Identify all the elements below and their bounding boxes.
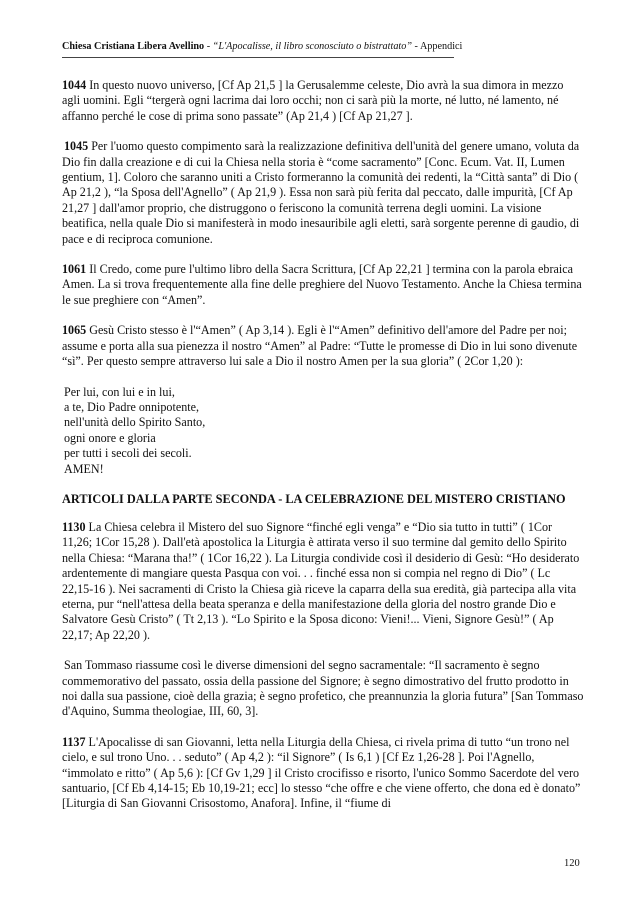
paragraph-text: La Chiesa celebra il Mistero del suo Signore “finché egli venga” e “Dio sia tutto in tutti” ( 1Cor 11,26; 1Cor 15,28 ). Dall'età apostolica la Liturgia è attirata verso il suo termine dal gemito dello Spirito nella Chiesa: “Marana tha!” ( 1Cor 16,22 ). La Liturgia condivide così il desiderio di Gesù: “Ho desiderato ardentemente di mangiare questa Pasqua con voi. . . finché essa non si compia nel regno di Dio” ( Lc 22,15-16 ). Nei sacramenti di Cristo la Chiesa già riceve la caparra della sua eredità, già partecipa alla vita eterna, pur “nell'attesa della beata speranza e della manifestazione della gloria del nostro grande Dio e Salvatore Gesù Cristo” ( Tt 2,13 ). “Lo Spirito e la Sposa dicono: Vieni!... Vieni, Signore Gesù!” ( Ap 22,17; Ap 22,20 ). bbox=[62, 519, 580, 642]
paragraph-number: 1137 bbox=[62, 734, 86, 749]
paragraph-number: 1044 bbox=[62, 78, 87, 92]
header-rule bbox=[62, 57, 454, 58]
page-number: 120 bbox=[564, 858, 580, 869]
paragraph-text: Per l'uomo questo compimento sarà la realizzazione definitiva dell'unità del genere umano, voluta da Dio fin dalla creazione e di cui la Chiesa nella storia è “come sacramento” [Conc. Ecum. Vat. II, Lumen gentium, 1]. Coloro che saranno uniti a Cristo formeranno la comunità dei redenti, la “Città santa” di Dio ( Ap 21,2 ), “la Sposa dell'Agnello” ( Ap 21,9 ). Essa non sarà più ferita dal peccato, dalle impurità, [Cf Ap 21,27 ] dall'amor proprio, che distruggono o feriscono la comunità terrena degli uomini. La visione beatifica, nella quale Dio si manifesterà in modo inesauribile agli eletti, sarà sorgente perenne di gaudio, di pace e di reciproca comunione. bbox=[62, 139, 580, 246]
poem-line: per tutti i secoli dei secoli. bbox=[64, 446, 192, 461]
paragraph-1044 bbox=[62, 78, 584, 124]
paragraph-number: 1130 bbox=[62, 519, 86, 534]
page-body bbox=[62, 78, 584, 827]
header-org: Chiesa Cristiana Libera Avellino bbox=[62, 41, 205, 52]
paragraph-1130 bbox=[62, 520, 584, 643]
section-heading: ARTICOLI DALLA PARTE SECONDA - LA CELEBRAZIONE DEL MISTERO CRISTIANO bbox=[62, 491, 566, 506]
paragraph-1065 bbox=[62, 323, 584, 369]
doxology-poem bbox=[64, 385, 584, 477]
paragraph-1045 bbox=[62, 139, 584, 247]
paragraph-text: Il Credo, come pure l'ultimo libro della Sacra Scrittura, [Cf Ap 22,21 ] termina con la parola ebraica Amen. La si trova frequentemente alla fine delle preghiere del Nuovo Testamento. Anche la Chiesa termina le sue preghiere con “Amen”. bbox=[62, 262, 582, 307]
header-separator: - bbox=[204, 41, 213, 52]
poem-line: Per lui, con lui e in lui, bbox=[64, 384, 175, 399]
paragraph-number: 1045 bbox=[64, 139, 89, 154]
paragraph-text: L'Apocalisse di san Giovanni, letta nella Liturgia della Chiesa, ci rivela prima di tutto “un trono nel cielo, e sul trono Uno. . . seduto” ( Ap 4,2 ): “il Signore” ( Is 6,1 ) [Cf Ez 1,26-28 ]. Poi l'Agnello, “immolato e ritto” ( Ap 5,6 ): [Cf Gv 1,29 ] il Cristo crocifisso e risorto, l'unico Sommo Sacerdote del vero santuario, [Cf Eb 4,14-15; Eb 10,19-21; ecc] lo stesso “che offre e che viene offerto, che dona ed è donato” [Liturgia di San Giovanni Crisostomo, Anafora]. Infine, il “fiume di bbox=[62, 734, 581, 811]
paragraph-text: Gesù Cristo stesso è l'“Amen” ( Ap 3,14 ). Egli è l'“Amen” definitivo dell'amore del Padre per noi; assume e porta alla sua pienezza il nostro “Amen” al Padre: “Tutte le promesse di Dio in lui sono divenute “sì”. Per questo sempre attraverso lui sale a Dio il nostro Amen per la sua gloria” ( 2Cor 1,20 ): bbox=[62, 323, 578, 369]
poem-line: ogni onore e gloria bbox=[64, 430, 156, 445]
header-separator-2: - bbox=[412, 41, 420, 52]
header-section: Appendici bbox=[419, 41, 463, 52]
paragraph-text: In questo nuovo universo, [Cf Ap 21,5 ] la Gerusalemme celeste, Dio avrà la sua dimora in mezzo agli uomini. Egli “tergerà ogni lacrima dai loro occhi; non ci sarà più la morte, né lutto, né lamento, né affanno perché le cose di prima sono passate” (Ap 21,4 ) [Cf Ap 21,27 ]. bbox=[62, 78, 564, 123]
running-header bbox=[62, 40, 582, 53]
poem-line: a te, Dio Padre onnipotente, bbox=[64, 399, 200, 414]
poem-line: AMEN! bbox=[64, 461, 104, 476]
poem-line: nell'unità dello Spirito Santo, bbox=[64, 415, 206, 430]
paragraph-number: 1065 bbox=[62, 323, 87, 338]
paragraph-1061 bbox=[62, 262, 584, 308]
paragraph-text: San Tommaso riassume così le diverse dimensioni del segno sacramentale: “Il sacramento è segno commemorativo del passato, ossia della passione del Signore; è segno dimostrativo del frutto prodotto in noi dalla sua passione, cioè della grazia; è segno profetico, che preannunzia la gloria futura” [San Tommaso d'Aquino, Summa theologiae, III, 60, 3]. bbox=[62, 658, 584, 719]
paragraph-number: 1061 bbox=[62, 262, 87, 277]
header-title: “L'Apocalisse, il libro sconosciuto o bistrattato” bbox=[212, 41, 412, 52]
paragraph-san-tommaso bbox=[62, 658, 584, 720]
paragraph-1137 bbox=[62, 735, 584, 812]
